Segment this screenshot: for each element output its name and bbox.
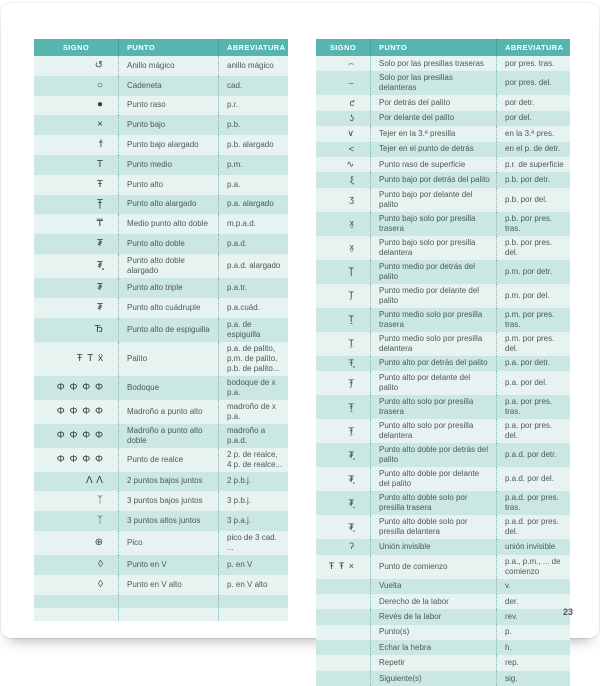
stitch-symbol-cell: ƈ bbox=[316, 95, 370, 110]
table-row bbox=[34, 511, 288, 531]
stitch-symbol-cell: Ŧ̧ bbox=[316, 356, 370, 371]
abrev-cell: 3 p.b.j. bbox=[218, 491, 288, 511]
abrev-cell: p.b. por detr. bbox=[496, 172, 570, 187]
stitch-symbol-cell: ξ bbox=[316, 172, 370, 187]
punto-cell: Punto alto de espiguilla bbox=[118, 318, 218, 342]
table-row bbox=[316, 579, 570, 594]
table-row bbox=[316, 212, 570, 236]
punto-cell: Punto alto doble por delante del palito bbox=[370, 467, 496, 491]
table-row bbox=[316, 284, 570, 308]
stitch-symbol-cell: Φ Φ Φ Φ bbox=[34, 400, 118, 424]
punto-cell: Punto en V bbox=[118, 555, 218, 575]
punto-cell: Punto raso de superficie bbox=[370, 157, 496, 172]
punto-cell: Punto alto solo por presilla delantera bbox=[370, 419, 496, 443]
stitch-symbol-cell bbox=[316, 625, 370, 640]
abrev-cell: p.b. por pres. del. bbox=[496, 236, 570, 260]
punto-cell: Punto alto doble por detrás del palito bbox=[370, 443, 496, 467]
stitch-symbol-cell: ◊ bbox=[34, 575, 118, 595]
abrev-cell: por pres. tras. bbox=[496, 56, 570, 71]
table-row bbox=[34, 214, 288, 234]
abrev-cell: p.a.d. por del. bbox=[496, 467, 570, 491]
stitch-symbol-cell: ᛉ bbox=[34, 511, 118, 531]
punto-cell: Punto medio solo por presilla trasera bbox=[370, 308, 496, 332]
abrev-cell: p. en V bbox=[218, 555, 288, 575]
stitch-symbol-cell: ʔ bbox=[316, 539, 370, 554]
abrev-cell: m.p.a.d. bbox=[218, 214, 288, 234]
abrev-cell: p.a. por del. bbox=[496, 371, 570, 395]
book-page bbox=[1, 3, 599, 638]
punto-cell: Punto alto bbox=[118, 175, 218, 195]
abrev-cell: p.m. por del. bbox=[496, 284, 570, 308]
abrev-cell: p.a. de espiguilla bbox=[218, 318, 288, 342]
table-row bbox=[34, 342, 288, 376]
punto-cell: Vuelta bbox=[370, 579, 496, 594]
abrev-cell: p.a. bbox=[218, 175, 288, 195]
abrev-cell: p. bbox=[496, 625, 570, 640]
stitch-symbol-cell: ₮ bbox=[34, 234, 118, 254]
table-row bbox=[34, 278, 288, 298]
table-row bbox=[34, 135, 288, 155]
table-row bbox=[34, 56, 288, 76]
table-row bbox=[34, 531, 288, 555]
punto-cell: Madroño a punto alto doble bbox=[118, 424, 218, 448]
abrev-cell: p.a. por pres. tras. bbox=[496, 395, 570, 419]
stitch-symbol-cell: × bbox=[34, 115, 118, 135]
table-row bbox=[316, 371, 570, 395]
abrev-cell: pico de 3 cad. ... bbox=[218, 531, 288, 555]
punto-cell: Tejer en la 3.ª presilla bbox=[370, 126, 496, 141]
abrev-cell bbox=[218, 608, 288, 621]
abrev-cell: p.m. por pres. del. bbox=[496, 332, 570, 356]
abrev-cell: v. bbox=[496, 579, 570, 594]
punto-cell: Medio punto alto doble bbox=[118, 214, 218, 234]
table-row bbox=[34, 96, 288, 116]
punto-cell: Punto alto doble solo por presilla trasera bbox=[370, 491, 496, 515]
punto-cell: Solo por las presillas delanteras bbox=[370, 71, 496, 95]
punto-cell: Repetir bbox=[370, 655, 496, 670]
stitch-symbol-cell: Φ Φ Φ Φ bbox=[34, 424, 118, 448]
abrev-cell: p.a.d. bbox=[218, 234, 288, 254]
stitch-symbol-cell: ⌢ bbox=[316, 56, 370, 71]
punto-cell: Punto en V alto bbox=[118, 575, 218, 595]
abrev-cell: p.a.cuád. bbox=[218, 298, 288, 318]
table-row bbox=[316, 625, 570, 640]
stitch-symbol-cell: < bbox=[316, 142, 370, 157]
abrev-cell: p.a.tr. bbox=[218, 278, 288, 298]
table-row bbox=[316, 515, 570, 539]
abrev-cell: anillo mágico bbox=[218, 56, 288, 76]
punto-cell: Punto de realce bbox=[118, 448, 218, 472]
stitch-symbol-cell: T bbox=[34, 155, 118, 175]
table-row bbox=[316, 555, 570, 579]
abrev-cell: madroño a p.a.d. bbox=[218, 424, 288, 448]
punto-cell: Derecho de la labor bbox=[370, 594, 496, 609]
abrev-cell: en la 3.ª pres. bbox=[496, 126, 570, 141]
abrev-cell: p.a. por detr. bbox=[496, 356, 570, 371]
punto-cell: Por detrás del palito bbox=[370, 95, 496, 110]
abrev-cell: rev. bbox=[496, 609, 570, 624]
punto-cell bbox=[118, 608, 218, 621]
punto-cell: Por delante del palito bbox=[370, 111, 496, 126]
table-row bbox=[34, 491, 288, 511]
table-row bbox=[34, 318, 288, 342]
abrev-cell bbox=[218, 595, 288, 608]
table-row bbox=[34, 76, 288, 96]
table-row bbox=[34, 595, 288, 608]
table-row bbox=[34, 234, 288, 254]
table-row bbox=[34, 155, 288, 175]
punto-cell: Punto bajo alargado bbox=[118, 135, 218, 155]
stitch-symbol-cell: ʒ bbox=[316, 188, 370, 212]
punto-cell: Pico bbox=[118, 531, 218, 555]
stitch-symbol-cell: Φ Φ Φ Φ bbox=[34, 448, 118, 472]
stitch-table-basic bbox=[34, 39, 288, 621]
abrev-cell: p.a. de palito, p.m. de palito, p.b. de palito... bbox=[218, 342, 288, 376]
table-header-row bbox=[34, 39, 288, 56]
punto-cell: Punto alto cuádruple bbox=[118, 298, 218, 318]
table-row bbox=[316, 308, 570, 332]
punto-cell: Punto medio bbox=[118, 155, 218, 175]
stitch-symbol-cell: Ŧ Ŧ × bbox=[316, 555, 370, 579]
punto-cell: Punto medio solo por presilla delantera bbox=[370, 332, 496, 356]
punto-cell: Punto alto por detrás del palito bbox=[370, 356, 496, 371]
stitch-symbol-cell bbox=[316, 579, 370, 594]
stitch-symbol-cell: Ŧ̱ bbox=[316, 395, 370, 419]
stitch-symbol-cell: ↺ bbox=[34, 56, 118, 76]
abrev-cell: p.m. por detr. bbox=[496, 260, 570, 284]
table-row bbox=[316, 172, 570, 187]
punto-cell: Punto alto solo por presilla trasera bbox=[370, 395, 496, 419]
abrev-cell: 2 p. de realce, 4 p. de realce... bbox=[218, 448, 288, 472]
abrev-cell: por detr. bbox=[496, 95, 570, 110]
stitch-symbol-cell bbox=[316, 671, 370, 686]
abrev-cell: rep. bbox=[496, 655, 570, 670]
stitch-symbol-cell: ϯ bbox=[34, 135, 118, 155]
punto-cell: Punto de comienzo bbox=[370, 555, 496, 579]
stitch-symbol-cell: T̨ bbox=[316, 284, 370, 308]
stitch-symbol-cell: ∨ bbox=[316, 126, 370, 141]
abrev-cell: cad. bbox=[218, 76, 288, 96]
stitch-symbol-cell: Ђ bbox=[34, 318, 118, 342]
punto-cell bbox=[118, 595, 218, 608]
abrev-cell: 3 p.a.j. bbox=[218, 511, 288, 531]
punto-cell: Punto alto alargado bbox=[118, 195, 218, 215]
punto-cell: Solo por las presillas traseras bbox=[370, 56, 496, 71]
stitch-symbol-cell: ● bbox=[34, 96, 118, 116]
abrev-cell: p.a.d. por pres. del. bbox=[496, 515, 570, 539]
punto-cell: Echar la hebra bbox=[370, 640, 496, 655]
stitch-symbol-cell: x̱ bbox=[316, 212, 370, 236]
punto-cell: Punto medio por detrás del palito bbox=[370, 260, 496, 284]
table-row bbox=[316, 71, 570, 95]
stitch-symbol-cell bbox=[316, 609, 370, 624]
stitch-symbol-cell: ᛉ bbox=[34, 491, 118, 511]
stitch-symbol-cell: ◊ bbox=[34, 555, 118, 575]
abrev-cell: bodoque de x p.a. bbox=[218, 376, 288, 400]
punto-cell: Punto alto doble alargado bbox=[118, 254, 218, 278]
abrev-cell: p.b. por del. bbox=[496, 188, 570, 212]
header-cell-punto: PUNTO bbox=[118, 39, 218, 56]
stitch-symbol-cell: Λ Λ bbox=[34, 472, 118, 492]
stitch-symbol-cell: ₮̮ bbox=[316, 515, 370, 539]
stitch-symbol-cell: ⊕ bbox=[34, 531, 118, 555]
stitch-symbol-cell bbox=[34, 595, 118, 608]
table-row bbox=[316, 157, 570, 172]
abrev-cell: p.a.d. por detr. bbox=[496, 443, 570, 467]
abrev-cell: madroño de x p.a. bbox=[218, 400, 288, 424]
abrev-cell: p.a.d. alargado bbox=[218, 254, 288, 278]
table-body bbox=[34, 56, 288, 621]
table-row bbox=[34, 575, 288, 595]
punto-cell: 3 puntos bajos juntos bbox=[118, 491, 218, 511]
punto-cell: Punto alto por delante del palito bbox=[370, 371, 496, 395]
header-cell-punto: PUNTO bbox=[370, 39, 496, 56]
stitch-symbol-cell: ∿ bbox=[316, 157, 370, 172]
punto-cell: Punto bajo por detrás del palito bbox=[370, 172, 496, 187]
table-row bbox=[34, 376, 288, 400]
abrev-cell: der. bbox=[496, 594, 570, 609]
punto-cell: Unión invisible bbox=[370, 539, 496, 554]
abrev-cell: p.r. bbox=[218, 96, 288, 116]
table-row bbox=[316, 655, 570, 670]
table-row bbox=[34, 195, 288, 215]
header-cell-signo: SIGNO bbox=[34, 39, 118, 56]
stitch-symbol-cell: ₮̨ bbox=[316, 467, 370, 491]
stitch-table-techniques bbox=[316, 39, 570, 686]
header-cell-signo: SIGNO bbox=[316, 39, 370, 56]
punto-cell: Punto bajo solo por presilla delantera bbox=[370, 236, 496, 260]
table-row bbox=[34, 400, 288, 424]
table-row bbox=[316, 95, 570, 110]
punto-cell: Punto alto triple bbox=[118, 278, 218, 298]
punto-cell: 2 puntos bajos juntos bbox=[118, 472, 218, 492]
stitch-symbol-cell bbox=[316, 655, 370, 670]
abrev-cell: en el p. de detr. bbox=[496, 142, 570, 157]
table-body bbox=[316, 56, 570, 686]
table-row bbox=[316, 443, 570, 467]
table-row bbox=[316, 142, 570, 157]
abrev-cell: p.m. por pres. tras. bbox=[496, 308, 570, 332]
table-row bbox=[316, 111, 570, 126]
stitch-symbol-cell bbox=[34, 608, 118, 621]
abrev-cell: p.b. alargado bbox=[218, 135, 288, 155]
table-row bbox=[316, 491, 570, 515]
table-row bbox=[316, 609, 570, 624]
stitch-symbol-cell: Ŧ T ẍ bbox=[34, 342, 118, 376]
punto-cell: Bodoque bbox=[118, 376, 218, 400]
stitch-symbol-cell: ₮̱ bbox=[316, 491, 370, 515]
stitch-symbol-cell: Ŧ bbox=[34, 175, 118, 195]
stitch-symbol-cell: ₮ bbox=[34, 278, 118, 298]
punto-cell: Palito bbox=[118, 342, 218, 376]
page-number: 23 bbox=[563, 607, 573, 617]
stitch-symbol-cell: Ŧ̥ bbox=[34, 195, 118, 215]
stitch-symbol-cell: Ţ bbox=[316, 260, 370, 284]
table-row bbox=[34, 298, 288, 318]
table-row bbox=[34, 424, 288, 448]
abrev-cell: p.a. por pres. del. bbox=[496, 419, 570, 443]
table-row bbox=[34, 555, 288, 575]
stitch-symbol-cell: ₮ bbox=[34, 298, 118, 318]
table-row bbox=[316, 467, 570, 491]
abrev-cell: p.m. bbox=[218, 155, 288, 175]
stitch-symbol-cell: ₮̥ bbox=[34, 254, 118, 278]
stitch-symbol-cell: ₸ bbox=[34, 214, 118, 234]
punto-cell: Punto bajo bbox=[118, 115, 218, 135]
table-row bbox=[316, 56, 570, 71]
table-header-row bbox=[316, 39, 570, 56]
abrev-cell: h. bbox=[496, 640, 570, 655]
table-row bbox=[316, 594, 570, 609]
punto-cell: Anillo mágico bbox=[118, 56, 218, 76]
abrev-cell: p.r. de superficie bbox=[496, 157, 570, 172]
table-row bbox=[316, 236, 570, 260]
abrev-cell: p.b. bbox=[218, 115, 288, 135]
table-row bbox=[316, 356, 570, 371]
table-row bbox=[316, 260, 570, 284]
table-row bbox=[316, 188, 570, 212]
header-cell-abreviatura: ABREVIATURA bbox=[218, 39, 288, 56]
table-row bbox=[316, 332, 570, 356]
abrev-cell: unión invisible bbox=[496, 539, 570, 554]
stitch-symbol-cell bbox=[316, 594, 370, 609]
stitch-symbol-cell: ₮̧ bbox=[316, 443, 370, 467]
table-row bbox=[34, 608, 288, 621]
stitch-symbol-cell: ⌣ bbox=[316, 71, 370, 95]
table-row bbox=[316, 539, 570, 554]
stitch-symbol-cell: Φ Φ Φ Φ bbox=[34, 376, 118, 400]
table-row bbox=[34, 448, 288, 472]
table-row bbox=[34, 115, 288, 135]
punto-cell: Cadeneta bbox=[118, 76, 218, 96]
punto-cell: Punto medio por delante del palito bbox=[370, 284, 496, 308]
punto-cell: 3 puntos altos juntos bbox=[118, 511, 218, 531]
table-row bbox=[34, 472, 288, 492]
punto-cell: Revés de la labor bbox=[370, 609, 496, 624]
stitch-symbol-cell: Ŧ̨ bbox=[316, 371, 370, 395]
table-row bbox=[316, 640, 570, 655]
stitch-symbol-cell bbox=[316, 640, 370, 655]
punto-cell: Punto(s) bbox=[370, 625, 496, 640]
abrev-cell: p. en V alto bbox=[218, 575, 288, 595]
stitch-symbol-cell: Ŧ̮ bbox=[316, 419, 370, 443]
stitch-symbol-cell: ʖ bbox=[316, 111, 370, 126]
table-row bbox=[34, 175, 288, 195]
punto-cell: Siguiente(s) bbox=[370, 671, 496, 686]
table-row bbox=[316, 419, 570, 443]
table-row bbox=[316, 126, 570, 141]
stitch-symbol-cell: Ṯ bbox=[316, 308, 370, 332]
punto-cell: Madroño a punto alto bbox=[118, 400, 218, 424]
header-cell-abreviatura: ABREVIATURA bbox=[496, 39, 570, 56]
abrev-cell: p.a. alargado bbox=[218, 195, 288, 215]
abrev-cell: por del. bbox=[496, 111, 570, 126]
abrev-cell: p.a., p.m., ... de comienzo bbox=[496, 555, 570, 579]
table-row bbox=[316, 671, 570, 686]
table-row bbox=[316, 395, 570, 419]
abrev-cell: p.a.d. por pres. tras. bbox=[496, 491, 570, 515]
punto-cell: Punto alto doble bbox=[118, 234, 218, 254]
stitch-symbol-cell: T̮ bbox=[316, 332, 370, 356]
punto-cell: Tejer en el punto de detrás bbox=[370, 142, 496, 157]
abrev-cell: por pres. del. bbox=[496, 71, 570, 95]
punto-cell: Punto raso bbox=[118, 96, 218, 116]
abrev-cell: 2 p.b.j. bbox=[218, 472, 288, 492]
abrev-cell: sig. bbox=[496, 671, 570, 686]
table-row bbox=[34, 254, 288, 278]
stitch-symbol-cell: x̮ bbox=[316, 236, 370, 260]
punto-cell: Punto alto doble solo por presilla delantera bbox=[370, 515, 496, 539]
abrev-cell: p.b. por pres. tras. bbox=[496, 212, 570, 236]
stitch-symbol-cell: ○ bbox=[34, 76, 118, 96]
punto-cell: Punto bajo por delante del palito bbox=[370, 188, 496, 212]
punto-cell: Punto bajo solo por presilla trasera bbox=[370, 212, 496, 236]
